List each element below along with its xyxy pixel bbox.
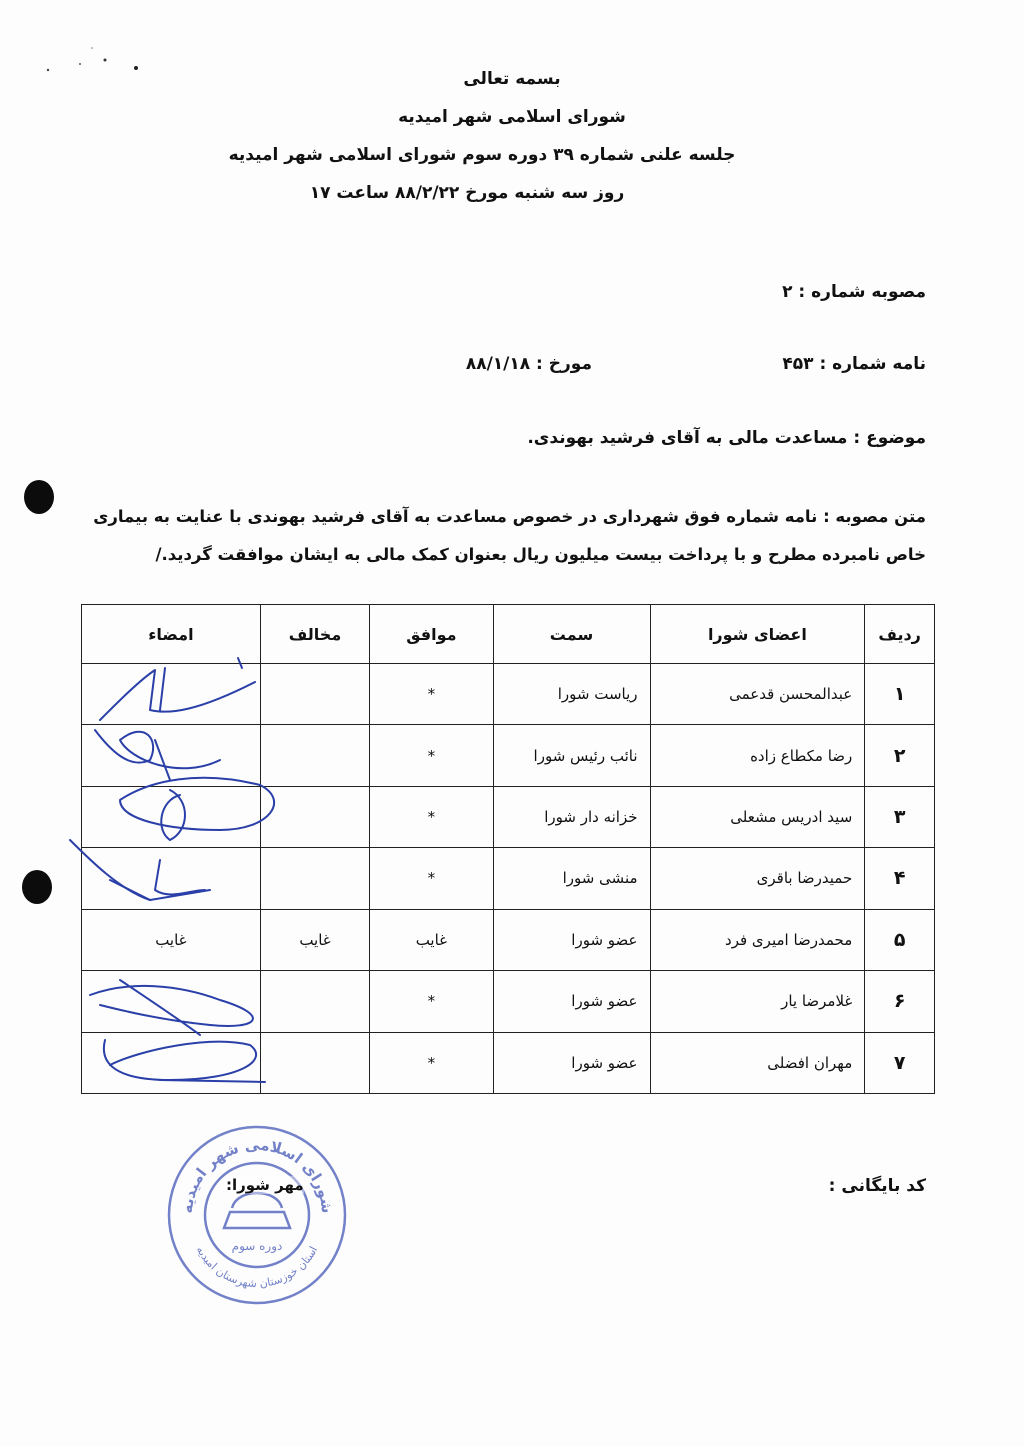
agree-mark: * xyxy=(370,1032,493,1093)
row-number: ۷ xyxy=(865,1032,935,1093)
member-position: خزانه دار شورا xyxy=(493,786,650,847)
punch-hole-bottom xyxy=(22,870,52,904)
subject-label: موضوع : xyxy=(853,428,926,448)
member-position: ریاست شورا xyxy=(493,664,650,725)
seal-text-bottom: استان خوزستان شهرستان امیدیه xyxy=(193,1244,321,1291)
col-header-agree: موافق xyxy=(370,605,493,664)
subject-text: مساعدت مالی به آقای فرشید بهوندی. xyxy=(527,428,848,448)
member-name: محمدرضا امیری فرد xyxy=(650,909,865,970)
seal-text-inner: دوره سوم xyxy=(231,1239,283,1253)
member-position: عضو شورا xyxy=(493,971,650,1032)
col-header-row-number: ردیف xyxy=(865,605,935,664)
letter-number xyxy=(782,354,926,374)
council-seal xyxy=(162,1120,352,1310)
letter-date xyxy=(466,354,592,374)
signature-1 xyxy=(100,670,255,720)
punch-hole-top xyxy=(24,480,54,514)
col-header-signature: امضاء xyxy=(82,605,261,664)
subject xyxy=(527,428,926,448)
agree-mark: * xyxy=(370,725,493,786)
body-text: نامه شماره فوق شهرداری در خصوص مساعدت به آقای فرشید بهوندی با عنایت به بیماری خاص نامبرده مطرح و با پرداخت بیست میلیون ریال بعنوان کمک مالی به ایشان موافقت گردید./ xyxy=(93,507,926,564)
agree-mark: * xyxy=(370,848,493,909)
resolution-body xyxy=(76,498,926,574)
oppose-mark: غایب xyxy=(260,909,369,970)
agree-mark: * xyxy=(370,786,493,847)
member-name: حمیدرضا باقری xyxy=(650,848,865,909)
signature-7 xyxy=(104,1040,256,1080)
col-header-members: اعضای شورا xyxy=(650,605,865,664)
letter-label: نامه شماره : xyxy=(819,354,926,374)
row-number: ۳ xyxy=(865,786,935,847)
member-position: منشی شورا xyxy=(493,848,650,909)
member-position: عضو شورا xyxy=(493,1032,650,1093)
seal-label: مهر شورا: xyxy=(226,1176,304,1194)
header-council: شورای اسلامی شهر امیدیه xyxy=(398,107,626,127)
agree-mark: * xyxy=(370,971,493,1032)
agree-mark: * xyxy=(370,664,493,725)
seal-text-outer: شورای اسلامی شهر امیدیه xyxy=(177,1135,337,1215)
member-name: سید ادریس مشعلی xyxy=(650,786,865,847)
letter-header xyxy=(0,60,1024,212)
header-session: جلسه علنی شماره ۳۹ دوره سوم شورای اسلامی شهر امیدیه xyxy=(228,145,736,165)
header-date: روز سه شنبه مورخ ۸۸/۲/۲۲ ساعت ۱۷ xyxy=(309,183,625,203)
col-header-oppose: مخالف xyxy=(260,605,369,664)
letter-date-label: مورخ : xyxy=(536,354,592,374)
signature-cell: غایب xyxy=(82,909,261,970)
row-number: ۶ xyxy=(865,971,935,1032)
row-number: ۴ xyxy=(865,848,935,909)
member-name: مهران افضلی xyxy=(650,1032,865,1093)
resolution-number xyxy=(782,282,926,302)
resolution-label: مصوبه شماره : xyxy=(798,282,926,302)
member-position: نائب رئیس شورا xyxy=(493,725,650,786)
agree-mark: غایب xyxy=(370,909,493,970)
row-number: ۵ xyxy=(865,909,935,970)
member-name: عبدالمحسن قدعمی xyxy=(650,664,865,725)
handwritten-signatures xyxy=(60,640,300,1100)
col-header-position: سمت xyxy=(493,605,650,664)
member-name: غلامرضا یار xyxy=(650,971,865,1032)
member-position: عضو شورا xyxy=(493,909,650,970)
resolution-value: ۲ xyxy=(782,282,793,302)
archive-code-label: کد بایگانی : xyxy=(828,1176,926,1196)
row-number: ۲ xyxy=(865,725,935,786)
letter-date-value: ۸۸/۱/۱۸ xyxy=(465,354,531,374)
row-number: ۱ xyxy=(865,664,935,725)
signature-3 xyxy=(120,778,274,830)
member-name: رضا مکطاع زاده xyxy=(650,725,865,786)
letter-value: ۴۵۳ xyxy=(782,354,814,374)
header-basmala: بسمه تعالی xyxy=(463,69,561,89)
signature-6 xyxy=(90,986,253,1026)
body-label: متن مصوبه : xyxy=(823,507,926,526)
